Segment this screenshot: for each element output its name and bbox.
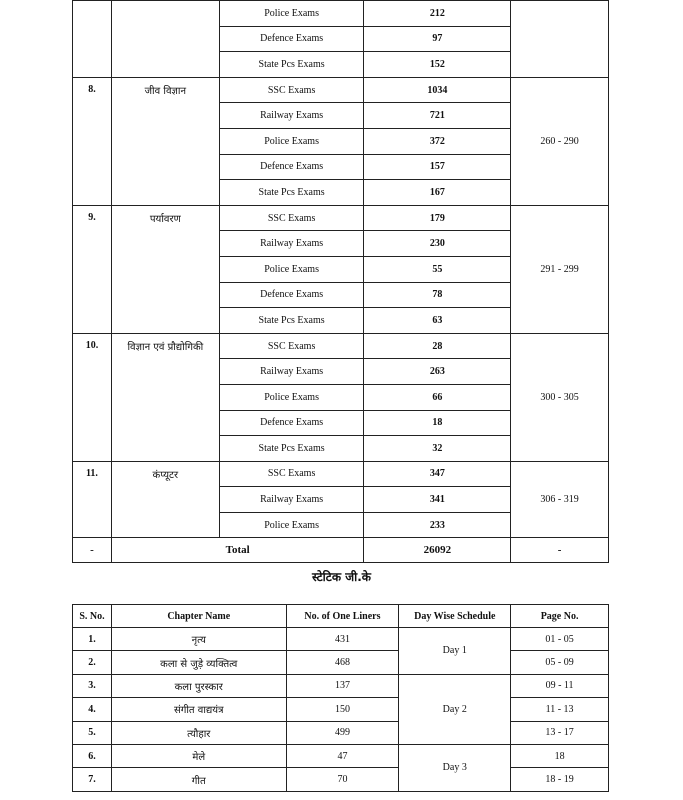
liners-cell: 137 (286, 674, 399, 697)
subject-cell: विज्ञान एवं प्रौद्योगिकी (111, 333, 219, 461)
exam-cell: Railway Exams (219, 231, 364, 257)
pages-cell: 11 - 13 (511, 698, 609, 721)
count-cell: 32 (364, 436, 511, 462)
exam-cell: Railway Exams (219, 359, 364, 385)
header-row (73, 605, 609, 628)
sno-cell: 3. (73, 674, 112, 697)
count-cell: 63 (364, 308, 511, 334)
total-count: 26092 (364, 538, 511, 563)
pages-cell: 09 - 11 (511, 674, 609, 697)
chapter-cell: त्यौहार (111, 721, 286, 744)
static-gk-table (72, 604, 609, 792)
exam-cell: Railway Exams (219, 103, 364, 129)
table-row (73, 628, 609, 651)
sno-cell: 5. (73, 721, 112, 744)
chapter-cell: संगीत वाद्ययंत्र (111, 698, 286, 721)
chapter-cell: कला से जुड़े व्यक्तित्व (111, 651, 286, 674)
pages-cell: 05 - 09 (511, 651, 609, 674)
exam-cell: State Pcs Exams (219, 436, 364, 462)
liners-cell: 150 (286, 698, 399, 721)
sno-cell: 7. (73, 768, 112, 791)
table-row (73, 77, 609, 103)
subject-cell: जीव विज्ञान (111, 77, 219, 205)
chapter-cell: नृत्य (111, 628, 286, 651)
total-sno: - (73, 538, 112, 563)
subject-exam-table (72, 0, 609, 563)
header-schedule: Day Wise Schedule (399, 605, 511, 628)
sno-cell: 1. (73, 628, 112, 651)
sno-cell: 6. (73, 744, 112, 767)
pages-cell: 18 - 19 (511, 768, 609, 791)
count-cell: 28 (364, 333, 511, 359)
exam-cell: SSC Exams (219, 205, 364, 231)
exam-cell: SSC Exams (219, 333, 364, 359)
count-cell: 78 (364, 282, 511, 308)
section-title: स्टेटिक जी.के (311, 570, 372, 584)
exam-cell: State Pcs Exams (219, 180, 364, 206)
count-cell: 97 (364, 26, 511, 52)
count-cell: 230 (364, 231, 511, 257)
pages-cell: 291 - 299 (511, 205, 609, 333)
pages-cell (511, 1, 609, 78)
exam-cell: Police Exams (219, 1, 364, 27)
exam-cell: State Pcs Exams (219, 52, 364, 78)
table-row (73, 768, 609, 791)
count-cell: 167 (364, 180, 511, 206)
table-row (73, 461, 609, 487)
sno-cell: 11. (73, 461, 112, 538)
subject-cell: पर्यावरण (111, 205, 219, 333)
sno-cell: 9. (73, 205, 112, 333)
count-cell: 18 (364, 410, 511, 436)
chapter-cell: गीत (111, 768, 286, 791)
count-cell: 341 (364, 487, 511, 513)
header-liners: No. of One Liners (286, 605, 399, 628)
subject-cell (111, 1, 219, 78)
total-label: Total (111, 538, 364, 563)
liners-cell: 431 (286, 628, 399, 651)
sno-cell: 8. (73, 77, 112, 205)
pages-cell: 260 - 290 (511, 77, 609, 205)
pages-cell: 300 - 305 (511, 333, 609, 461)
total-pages: - (511, 538, 609, 563)
total-row (73, 538, 609, 563)
liners-cell: 47 (286, 744, 399, 767)
count-cell: 233 (364, 512, 511, 538)
sno-cell: 4. (73, 698, 112, 721)
count-cell: 263 (364, 359, 511, 385)
liners-cell: 468 (286, 651, 399, 674)
count-cell: 152 (364, 52, 511, 78)
pages-cell: 18 (511, 744, 609, 767)
table-row (73, 651, 609, 674)
table-row (73, 698, 609, 721)
pages-cell: 13 - 17 (511, 721, 609, 744)
table-row (73, 1, 609, 27)
count-cell: 372 (364, 128, 511, 154)
count-cell: 1034 (364, 77, 511, 103)
table-row (73, 744, 609, 767)
chapter-cell: कला पुरस्कार (111, 674, 286, 697)
table-row (73, 721, 609, 744)
schedule-cell: Day 2 (399, 674, 511, 744)
exam-cell: Railway Exams (219, 487, 364, 513)
liners-cell: 70 (286, 768, 399, 791)
exam-cell: Defence Exams (219, 26, 364, 52)
exam-cell: Police Exams (219, 384, 364, 410)
header-pages: Page No. (511, 605, 609, 628)
exam-cell: Defence Exams (219, 154, 364, 180)
exam-cell: Police Exams (219, 256, 364, 282)
count-cell: 347 (364, 461, 511, 487)
exam-cell: SSC Exams (219, 461, 364, 487)
table-row (73, 333, 609, 359)
count-cell: 157 (364, 154, 511, 180)
exam-cell: State Pcs Exams (219, 308, 364, 334)
schedule-cell: Day 1 (399, 628, 511, 675)
table-row (73, 205, 609, 231)
exam-cell: Defence Exams (219, 410, 364, 436)
liners-cell: 499 (286, 721, 399, 744)
exam-cell: Police Exams (219, 512, 364, 538)
subject-cell: कंप्यूटर (111, 461, 219, 538)
header-sno: S. No. (73, 605, 112, 628)
pages-cell: 306 - 319 (511, 461, 609, 538)
count-cell: 721 (364, 103, 511, 129)
sno-cell: 10. (73, 333, 112, 461)
exam-cell: Defence Exams (219, 282, 364, 308)
pages-cell: 01 - 05 (511, 628, 609, 651)
count-cell: 212 (364, 1, 511, 27)
count-cell: 66 (364, 384, 511, 410)
sno-cell (73, 1, 112, 78)
exam-cell: Police Exams (219, 128, 364, 154)
count-cell: 179 (364, 205, 511, 231)
count-cell: 55 (364, 256, 511, 282)
header-chapter: Chapter Name (111, 605, 286, 628)
table-row (73, 674, 609, 697)
schedule-cell: Day 3 (399, 744, 511, 791)
exam-cell: SSC Exams (219, 77, 364, 103)
sno-cell: 2. (73, 651, 112, 674)
chapter-cell: मेले (111, 744, 286, 767)
